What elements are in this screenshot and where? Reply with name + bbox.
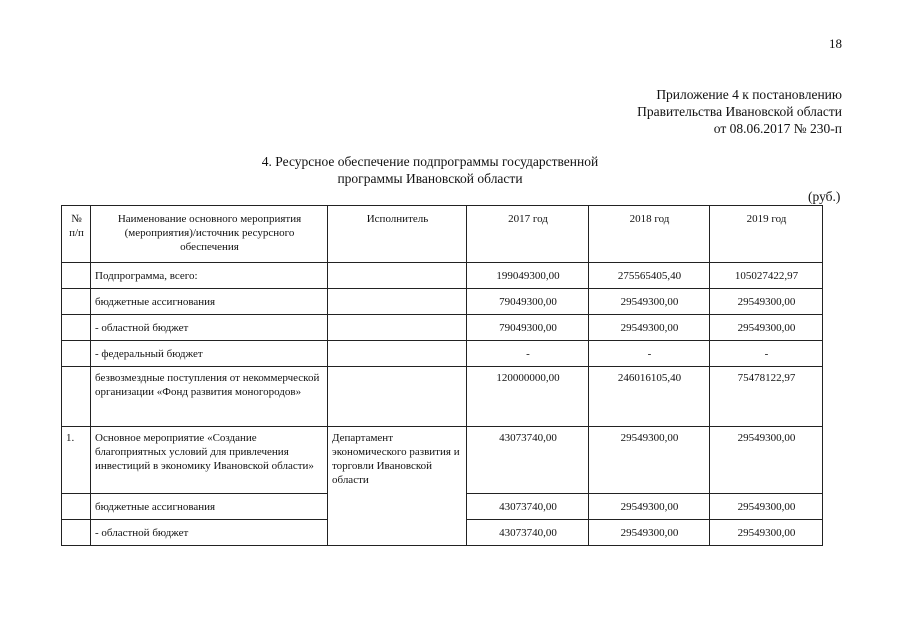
- cell-num: [62, 315, 91, 341]
- cell-2019: 29549300,00: [710, 427, 823, 494]
- cell-2019: 75478122,97: [710, 367, 823, 427]
- cell-name: Подпрограмма, всего:: [91, 263, 328, 289]
- cell-2017: 79049300,00: [467, 315, 589, 341]
- cell-executor: [328, 263, 467, 289]
- cell-2018: 29549300,00: [589, 427, 710, 494]
- table-row: [62, 427, 823, 494]
- cell-name: - федеральный бюджет: [91, 341, 328, 367]
- table-row: [62, 341, 823, 367]
- cell-num: [62, 341, 91, 367]
- cell-2017: 79049300,00: [467, 289, 589, 315]
- table-row: [62, 289, 823, 315]
- cell-2018: 275565405,40: [589, 263, 710, 289]
- title-line-2: программы Ивановской области: [337, 171, 523, 186]
- appendix-reference: [637, 86, 842, 137]
- cell-2019: 105027422,97: [710, 263, 823, 289]
- cell-executor: [328, 367, 467, 427]
- cell-executor: [328, 341, 467, 367]
- header-name: Наименование основного мероприятия (мероприятия)/источник ресурсного обеспечения: [91, 206, 328, 263]
- cell-name: Основное мероприятие «Создание благоприятных условий для привлечения инвестиций в экономику Ивановской области»: [91, 427, 328, 494]
- table-row: [62, 315, 823, 341]
- table-row: [62, 367, 823, 427]
- header-2017: 2017 год: [467, 206, 589, 263]
- title-line-1: 4. Ресурсное обеспечение подпрограммы государственной: [261, 154, 599, 169]
- header-2019: 2019 год: [710, 206, 823, 263]
- cell-2018: 29549300,00: [589, 494, 710, 520]
- cell-name: безвозмездные поступления от некоммерческой организации «Фонд развития моногородов»: [91, 367, 328, 427]
- cell-2018: 29549300,00: [589, 289, 710, 315]
- currency-unit: (руб.): [808, 189, 841, 204]
- appendix-line-2: Правительства Ивановской области: [637, 104, 842, 119]
- cell-2017: 199049300,00: [467, 263, 589, 289]
- cell-name: бюджетные ассигнования: [91, 289, 328, 315]
- cell-name: бюджетные ассигнования: [91, 494, 328, 520]
- cell-2017: 43073740,00: [467, 520, 589, 546]
- document-title: [210, 153, 650, 187]
- cell-2019: 29549300,00: [710, 494, 823, 520]
- cell-num: [62, 520, 91, 546]
- cell-2018: -: [589, 341, 710, 367]
- cell-num: [62, 263, 91, 289]
- cell-2018: 29549300,00: [589, 520, 710, 546]
- cell-name: - областной бюджет: [91, 520, 328, 546]
- header-executor: Исполнитель: [328, 206, 467, 263]
- cell-2017: 43073740,00: [467, 494, 589, 520]
- cell-2019: 29549300,00: [710, 289, 823, 315]
- cell-num: [62, 367, 91, 427]
- cell-executor: [328, 315, 467, 341]
- header-num: № п/п: [62, 206, 91, 263]
- cell-2019: -: [710, 341, 823, 367]
- cell-2017: 120000000,00: [467, 367, 589, 427]
- table-header-row: [62, 206, 823, 263]
- cell-num: 1.: [62, 427, 91, 494]
- cell-2018: 29549300,00: [589, 315, 710, 341]
- cell-executor: [328, 289, 467, 315]
- page-number: 18: [829, 36, 842, 51]
- cell-2017: 43073740,00: [467, 427, 589, 494]
- cell-2018: 246016105,40: [589, 367, 710, 427]
- cell-num: [62, 494, 91, 520]
- table-row: [62, 263, 823, 289]
- appendix-line-1: Приложение 4 к постановлению: [656, 87, 842, 102]
- appendix-line-3: от 08.06.2017 № 230-п: [713, 121, 842, 136]
- cell-2019: 29549300,00: [710, 520, 823, 546]
- cell-2017: -: [467, 341, 589, 367]
- cell-executor: Департамент экономического развития и торговли Ивановской области: [328, 427, 467, 546]
- resource-table: [61, 205, 823, 546]
- cell-name: - областной бюджет: [91, 315, 328, 341]
- header-2018: 2018 год: [589, 206, 710, 263]
- cell-2019: 29549300,00: [710, 315, 823, 341]
- cell-num: [62, 289, 91, 315]
